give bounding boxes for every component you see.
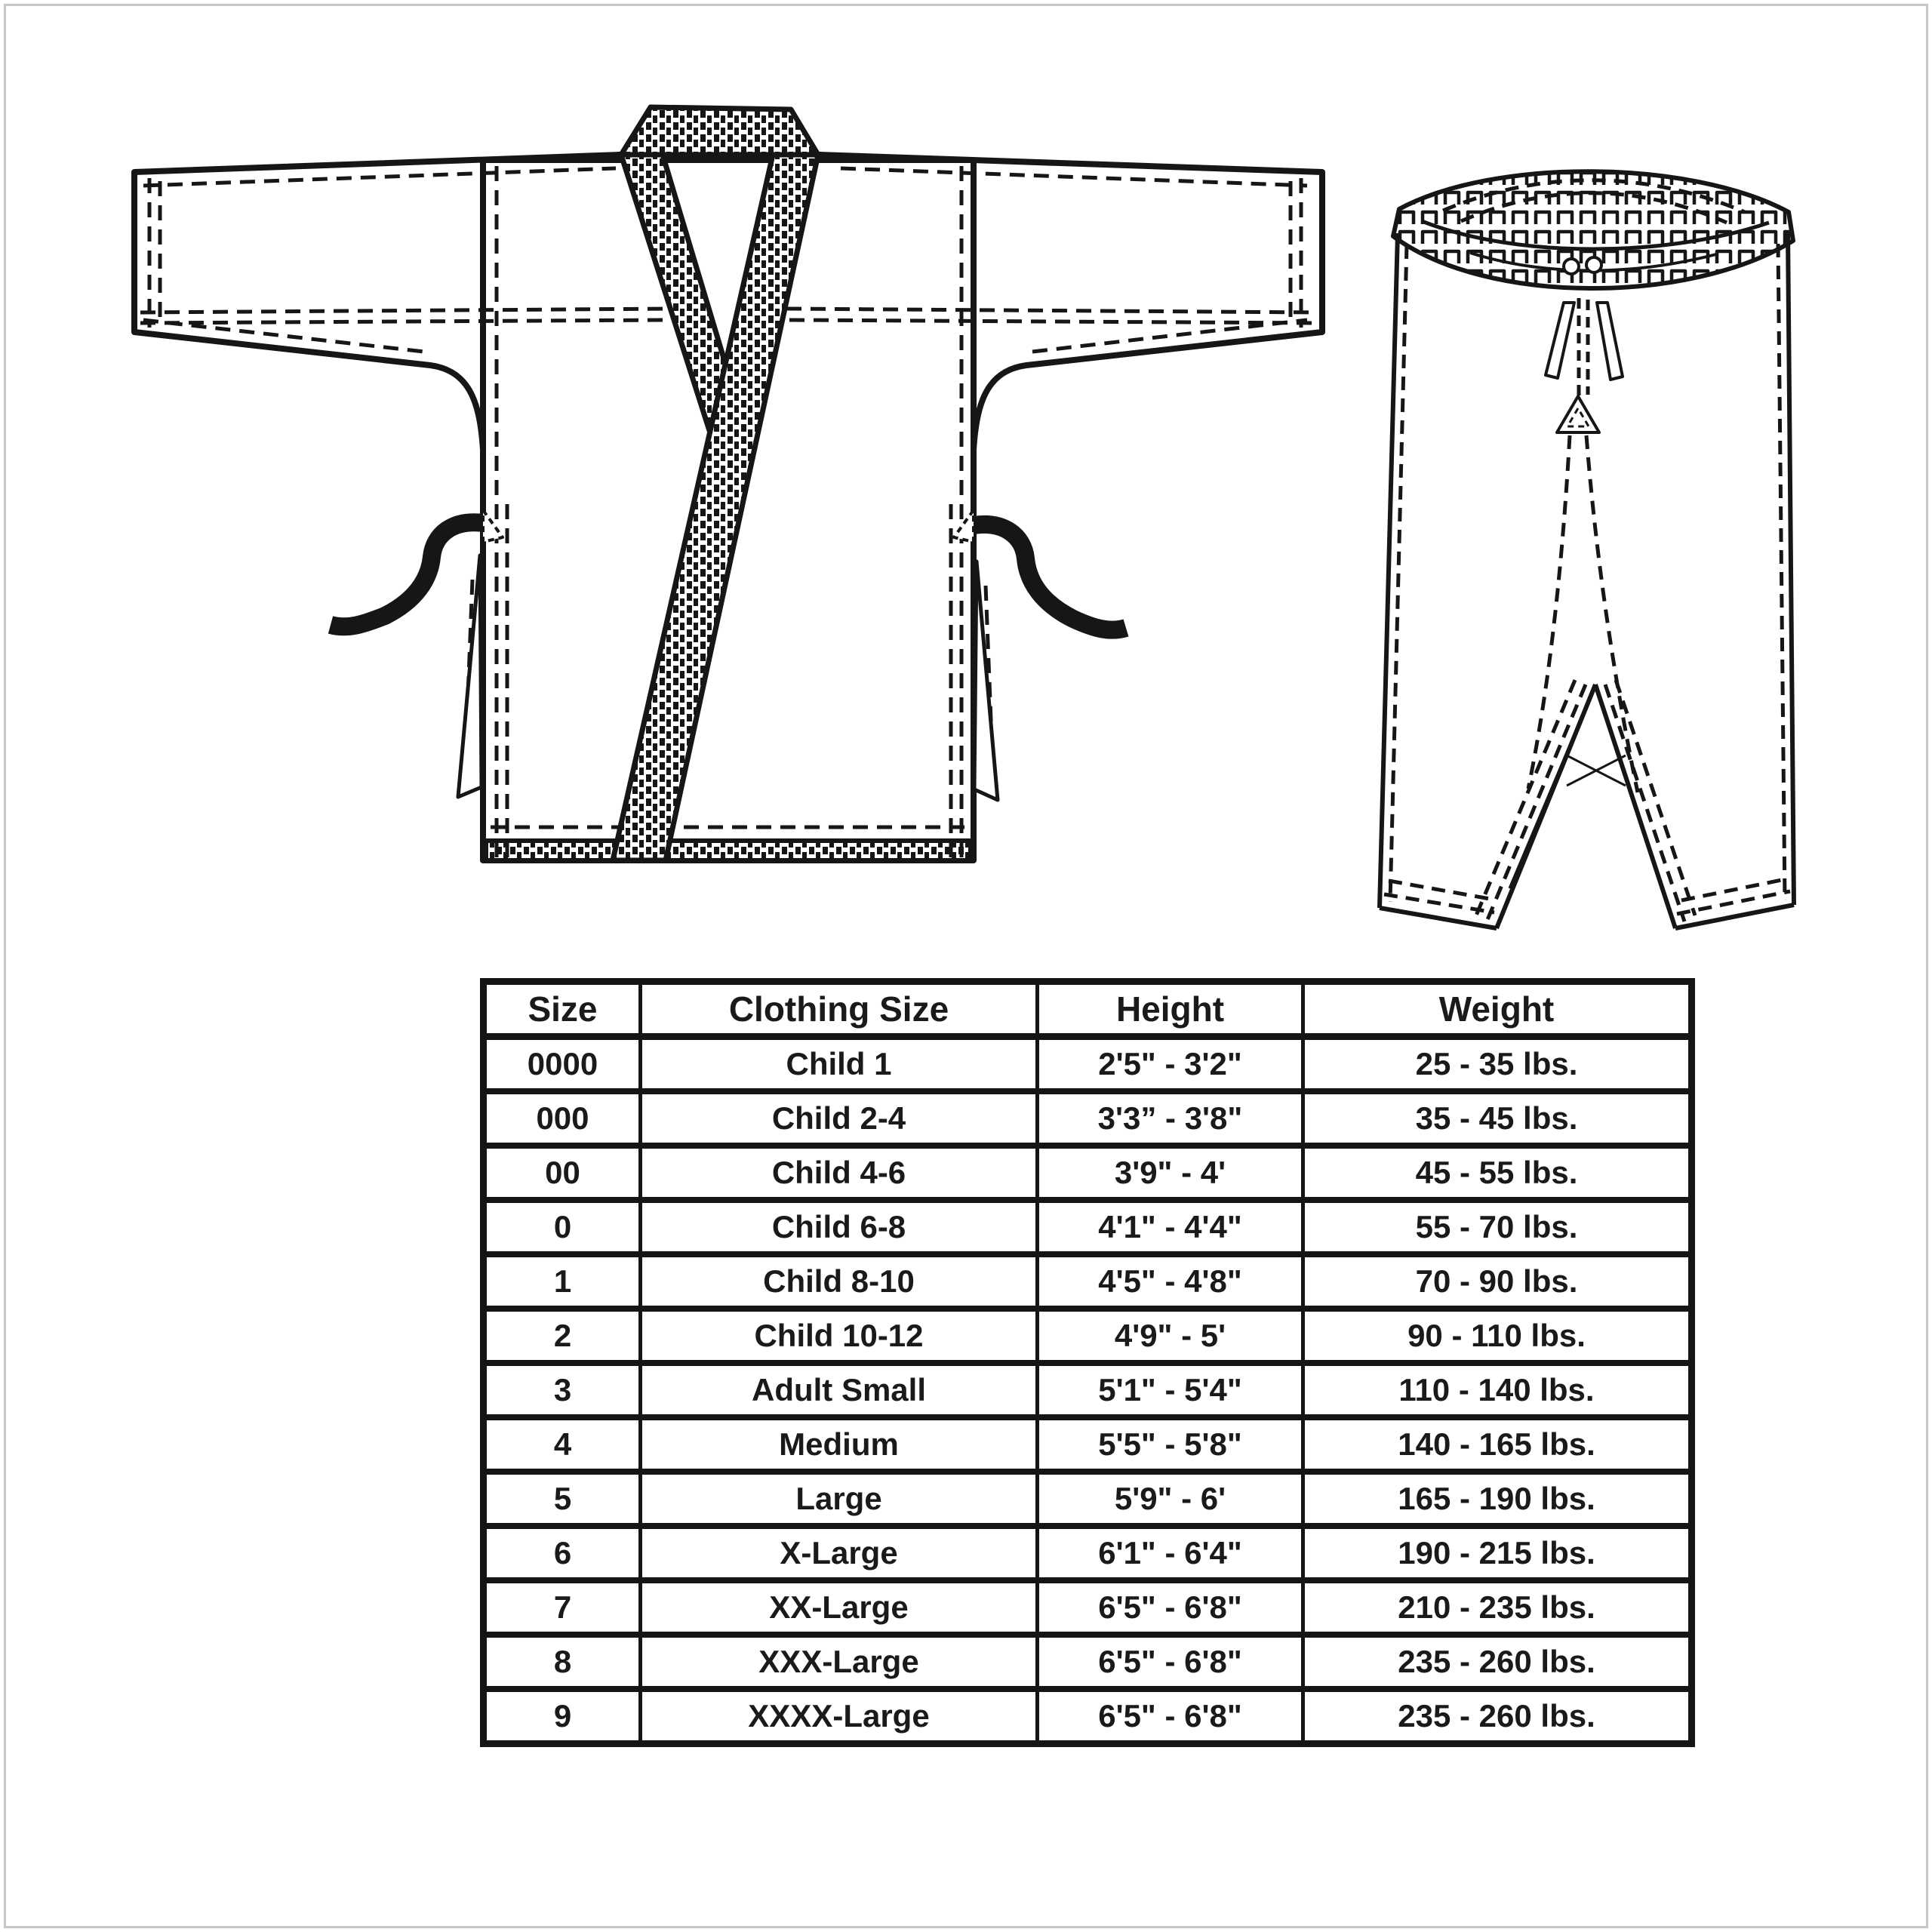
table-row [484, 1309, 1692, 1363]
table-cell: 2 [484, 1309, 641, 1363]
table-cell: 110 - 140 lbs. [1303, 1363, 1692, 1417]
table-row [484, 1580, 1692, 1635]
table-cell: 5'5" - 5'8" [1038, 1417, 1303, 1472]
table-cell: 5 [484, 1472, 641, 1526]
table-cell: 3'3” - 3'8" [1038, 1091, 1303, 1146]
header-row [484, 982, 1692, 1037]
pants-grommet-right [1586, 257, 1601, 272]
table-cell: 55 - 70 lbs. [1303, 1200, 1692, 1254]
table-cell: 210 - 235 lbs. [1303, 1580, 1692, 1635]
table-cell: Child 6-8 [641, 1200, 1038, 1254]
column-header: Height [1038, 982, 1303, 1037]
table-cell: 00 [484, 1146, 641, 1200]
table-cell: Child 4-6 [641, 1146, 1038, 1200]
size-chart-table [480, 978, 1695, 1747]
table-row [484, 1037, 1692, 1092]
table-cell: 6'1" - 6'4" [1038, 1526, 1303, 1580]
table-cell: 4'5" - 4'8" [1038, 1254, 1303, 1309]
table-cell: 9 [484, 1689, 641, 1744]
table-cell: 45 - 55 lbs. [1303, 1146, 1692, 1200]
table-cell: 5'9" - 6' [1038, 1472, 1303, 1526]
jacket-left-belt-tie [331, 522, 483, 626]
table-cell: 0000 [484, 1037, 641, 1092]
jacket-back-collar [621, 107, 818, 155]
table-row [484, 1363, 1692, 1417]
table-cell: 1 [484, 1254, 641, 1309]
column-header: Size [484, 982, 641, 1037]
table-cell: 6'5" - 6'8" [1038, 1635, 1303, 1689]
table-row [484, 1526, 1692, 1580]
table-row [484, 1254, 1692, 1309]
table-cell: Child 8-10 [641, 1254, 1038, 1309]
table-cell: X-Large [641, 1526, 1038, 1580]
table-cell: 5'1" - 5'4" [1038, 1363, 1303, 1417]
table-cell: Child 2-4 [641, 1091, 1038, 1146]
table-cell: XX-Large [641, 1580, 1038, 1635]
size-table-body [484, 1037, 1692, 1744]
table-cell: 2'5" - 3'2" [1038, 1037, 1303, 1092]
table-cell: 000 [484, 1091, 641, 1146]
table-cell: 3 [484, 1363, 641, 1417]
table-cell: 6 [484, 1526, 641, 1580]
table-cell: 4'9" - 5' [1038, 1309, 1303, 1363]
table-cell: 165 - 190 lbs. [1303, 1472, 1692, 1526]
table-row [484, 1635, 1692, 1689]
gi-pants-drawing [1374, 147, 1804, 940]
table-cell: 90 - 110 lbs. [1303, 1309, 1692, 1363]
gi-jacket-drawing [128, 97, 1328, 881]
table-cell: 140 - 165 lbs. [1303, 1417, 1692, 1472]
table-cell: 6'5" - 6'8" [1038, 1580, 1303, 1635]
table-row [484, 1689, 1692, 1744]
jacket-hem-band [486, 841, 971, 860]
table-cell: 235 - 260 lbs. [1303, 1635, 1692, 1689]
table-cell: Large [641, 1472, 1038, 1526]
table-cell: 35 - 45 lbs. [1303, 1091, 1692, 1146]
table-row [484, 1091, 1692, 1146]
column-header: Clothing Size [641, 982, 1038, 1037]
pants-body [1380, 229, 1794, 928]
table-row [484, 1417, 1692, 1472]
table-cell: 7 [484, 1580, 641, 1635]
table-cell: Child 1 [641, 1037, 1038, 1092]
table-cell: 6'5" - 6'8" [1038, 1689, 1303, 1744]
table-cell: 8 [484, 1635, 641, 1689]
table-cell: Child 10-12 [641, 1309, 1038, 1363]
table-row [484, 1472, 1692, 1526]
table-cell: 235 - 260 lbs. [1303, 1689, 1692, 1744]
table-cell: 25 - 35 lbs. [1303, 1037, 1692, 1092]
table-cell: Medium [641, 1417, 1038, 1472]
table-cell: 4'1" - 4'4" [1038, 1200, 1303, 1254]
table-cell: 0 [484, 1200, 641, 1254]
table-cell: XXX-Large [641, 1635, 1038, 1689]
jacket-right-belt-tie [974, 525, 1126, 630]
table-cell: Adult Small [641, 1363, 1038, 1417]
table-cell: 190 - 215 lbs. [1303, 1526, 1692, 1580]
jacket-left-vent-flap [458, 555, 481, 797]
table-row [484, 1200, 1692, 1254]
table-row [484, 1146, 1692, 1200]
table-cell: 4 [484, 1417, 641, 1472]
column-header: Weight [1303, 982, 1692, 1037]
table-cell: 3'9" - 4' [1038, 1146, 1303, 1200]
pants-grommet-left [1564, 259, 1579, 274]
table-cell: XXXX-Large [641, 1689, 1038, 1744]
table-cell: 70 - 90 lbs. [1303, 1254, 1692, 1309]
